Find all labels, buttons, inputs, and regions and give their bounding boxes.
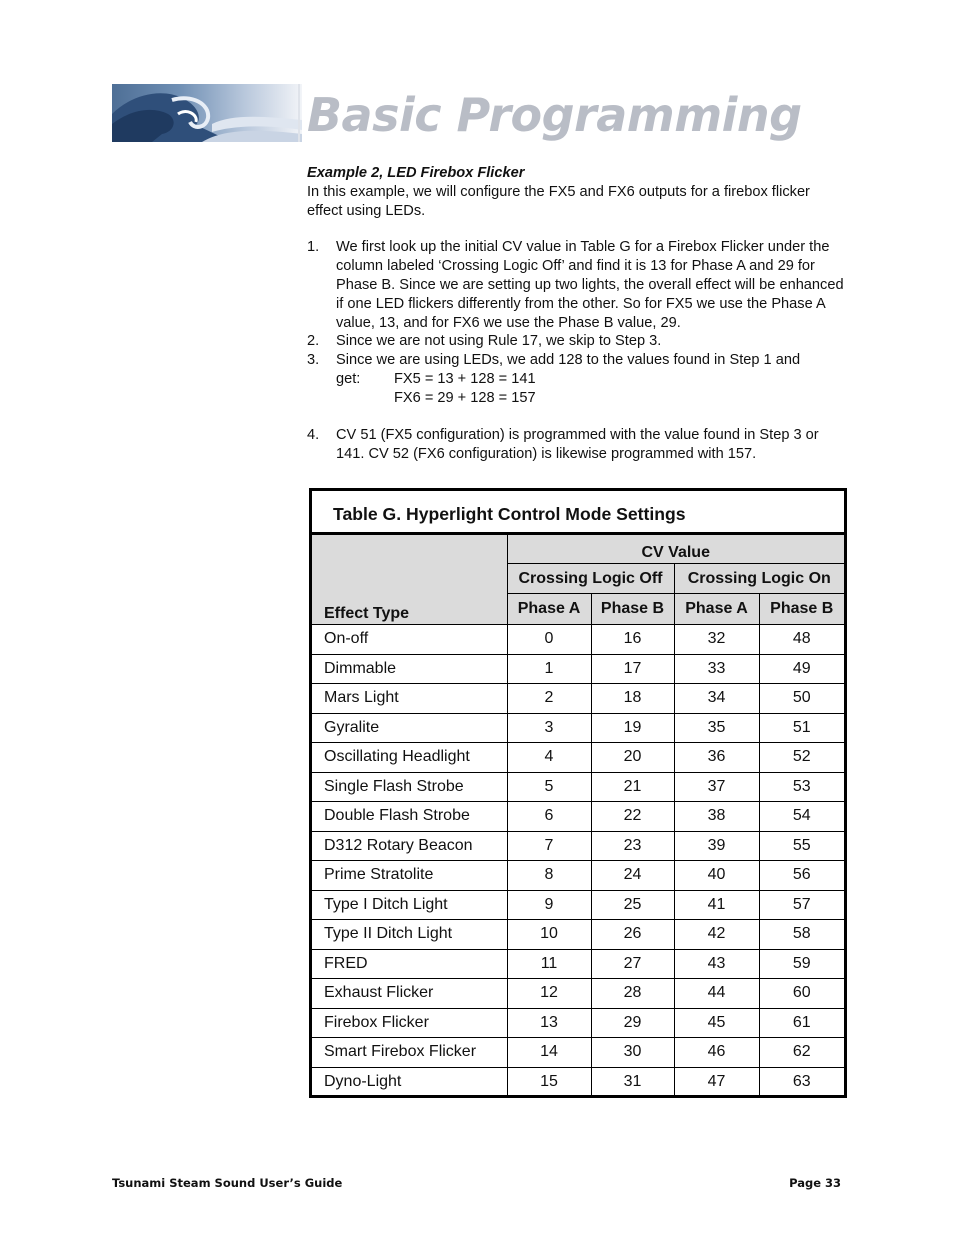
cv-value-cell: 17: [591, 654, 674, 684]
cv-value-header: CV Value: [507, 535, 844, 564]
cv-value-cell: 60: [759, 979, 844, 1009]
cv-value-table: [312, 534, 844, 1096]
cv-value-cell: 49: [759, 654, 844, 684]
cv-value-cell: 58: [759, 920, 844, 950]
phase-a-header: Phase A: [507, 594, 591, 625]
body-text: [307, 164, 847, 464]
cv-value-cell: 13: [507, 1008, 591, 1038]
cv-value-cell: 2: [507, 684, 591, 714]
step-number: 3.: [307, 352, 320, 369]
table-row: [312, 1067, 844, 1096]
cv-value-cell: 3: [507, 713, 591, 743]
cv-value-cell: 51: [759, 713, 844, 743]
cv-value-cell: 31: [591, 1067, 674, 1096]
step-number: 4.: [307, 427, 320, 444]
cv-value-cell: 16: [591, 625, 674, 655]
crossing-logic-on-header: Crossing Logic On: [674, 564, 844, 594]
table-row: [312, 890, 844, 920]
cv-value-cell: 54: [759, 802, 844, 832]
table-row: [312, 713, 844, 743]
cv-value-cell: 57: [759, 890, 844, 920]
cv-value-cell: 7: [507, 831, 591, 861]
cv-value-cell: 35: [674, 713, 759, 743]
cv-value-cell: 41: [674, 890, 759, 920]
effect-type-cell: Mars Light: [312, 684, 507, 714]
table-row: [312, 1038, 844, 1068]
cv-value-cell: 21: [591, 772, 674, 802]
cv-value-cell: 56: [759, 861, 844, 891]
table-row: [312, 625, 844, 655]
table-row: [312, 772, 844, 802]
crossing-logic-off-header: Crossing Logic Off: [507, 564, 674, 594]
table-row: [312, 979, 844, 1009]
cv-value-cell: 10: [507, 920, 591, 950]
cv-value-cell: 24: [591, 861, 674, 891]
cv-value-cell: 14: [507, 1038, 591, 1068]
table-body: [312, 625, 844, 1097]
cv-value-cell: 33: [674, 654, 759, 684]
table-title: Table G. Hyperlight Control Mode Settings: [312, 491, 844, 534]
footer-page-number: Page 33: [789, 1176, 841, 1190]
step-number: 1.: [307, 239, 320, 256]
wave-logo-image: [112, 84, 302, 142]
equation-fx6: FX6 = 29 + 128 = 157: [394, 389, 536, 406]
effect-type-cell: Prime Stratolite: [312, 861, 507, 891]
page-title: Basic Programming: [307, 88, 802, 142]
step-text: Since we are using LEDs, we add 128 to the values found in Step 1 and: [336, 352, 801, 369]
cv-value-cell: 40: [674, 861, 759, 891]
header-divider: [298, 84, 300, 142]
effect-type-cell: Single Flash Strobe: [312, 772, 507, 802]
effect-type-cell: On-off: [312, 625, 507, 655]
effect-type-cell: D312 Rotary Beacon: [312, 831, 507, 861]
cv-value-cell: 12: [507, 979, 591, 1009]
table-row: [312, 802, 844, 832]
step-text: CV 51 (FX5 configuration) is programmed with the value found in Step 3 or 141. CV 52 (FX6 configuration) is likewise programmed with 157.: [336, 427, 819, 463]
cv-value-cell: 39: [674, 831, 759, 861]
table-row: [312, 684, 844, 714]
effect-type-header: Effect Type: [312, 535, 507, 625]
cv-value-cell: 36: [674, 743, 759, 773]
effect-type-cell: Firebox Flicker: [312, 1008, 507, 1038]
cv-value-cell: 50: [759, 684, 844, 714]
table-row: [312, 1008, 844, 1038]
effect-type-cell: Type II Ditch Light: [312, 920, 507, 950]
effect-type-cell: Gyralite: [312, 713, 507, 743]
cv-value-cell: 15: [507, 1067, 591, 1096]
cv-value-cell: 22: [591, 802, 674, 832]
get-label: get:: [336, 370, 361, 387]
cv-value-cell: 25: [591, 890, 674, 920]
cv-value-cell: 62: [759, 1038, 844, 1068]
cv-value-cell: 32: [674, 625, 759, 655]
cv-value-cell: 8: [507, 861, 591, 891]
cv-value-cell: 38: [674, 802, 759, 832]
step-3: [307, 351, 847, 407]
table-row: [312, 920, 844, 950]
step-2: [307, 332, 847, 351]
cv-value-cell: 47: [674, 1067, 759, 1096]
cv-value-cell: 46: [674, 1038, 759, 1068]
cv-value-cell: 11: [507, 949, 591, 979]
cv-value-cell: 27: [591, 949, 674, 979]
equation-row: [336, 370, 847, 389]
phase-b-header: Phase B: [759, 594, 844, 625]
cv-value-cell: 55: [759, 831, 844, 861]
cv-value-cell: 6: [507, 802, 591, 832]
footer-guide-title: Tsunami Steam Sound User’s Guide: [112, 1176, 343, 1190]
table-row: [312, 831, 844, 861]
step-text: We first look up the initial CV value in Table G for a Firebox Flicker under the column labeled ‘Crossing Logic Off’ and find it is 13 for Phase A and 29 for Phase B. Since we are setting up two lights, the overall effect will be enhanced if one LED flickers differently from the other. So for FX5 we use the Phase A value, 13, and for FX6 we use the Phase B value, 29.: [336, 239, 844, 331]
table-g: [309, 488, 847, 1098]
steps-list: [307, 238, 847, 464]
step-text: Since we are not using Rule 17, we skip to Step 3.: [336, 333, 662, 350]
cv-value-cell: 23: [591, 831, 674, 861]
cv-value-cell: 20: [591, 743, 674, 773]
effect-type-cell: Double Flash Strobe: [312, 802, 507, 832]
table-row: [312, 861, 844, 891]
effect-type-cell: Smart Firebox Flicker: [312, 1038, 507, 1068]
cv-value-cell: 34: [674, 684, 759, 714]
table-row: [312, 949, 844, 979]
effect-type-cell: Dimmable: [312, 654, 507, 684]
cv-value-cell: 37: [674, 772, 759, 802]
cv-value-cell: 42: [674, 920, 759, 950]
cv-value-cell: 18: [591, 684, 674, 714]
table-header-row: [312, 535, 844, 564]
effect-type-cell: Dyno-Light: [312, 1067, 507, 1096]
cv-value-cell: 5: [507, 772, 591, 802]
cv-value-cell: 44: [674, 979, 759, 1009]
cv-value-cell: 1: [507, 654, 591, 684]
effect-type-cell: Type I Ditch Light: [312, 890, 507, 920]
effect-type-cell: FRED: [312, 949, 507, 979]
cv-value-cell: 61: [759, 1008, 844, 1038]
equation-fx5: FX5 = 13 + 128 = 141: [394, 370, 536, 387]
table-row: [312, 654, 844, 684]
cv-value-cell: 52: [759, 743, 844, 773]
cv-value-cell: 29: [591, 1008, 674, 1038]
cv-value-cell: 4: [507, 743, 591, 773]
phase-a-header: Phase A: [674, 594, 759, 625]
step-4: [307, 426, 847, 464]
cv-value-cell: 63: [759, 1067, 844, 1096]
cv-value-cell: 0: [507, 625, 591, 655]
step-number: 2.: [307, 333, 320, 350]
cv-value-cell: 45: [674, 1008, 759, 1038]
cv-value-cell: 28: [591, 979, 674, 1009]
cv-value-cell: 9: [507, 890, 591, 920]
effect-type-cell: Oscillating Headlight: [312, 743, 507, 773]
step-1: [307, 238, 847, 332]
table-row: [312, 743, 844, 773]
effect-type-cell: Exhaust Flicker: [312, 979, 507, 1009]
cv-value-cell: 59: [759, 949, 844, 979]
cv-value-cell: 43: [674, 949, 759, 979]
cv-value-cell: 26: [591, 920, 674, 950]
cv-value-cell: 53: [759, 772, 844, 802]
cv-value-cell: 48: [759, 625, 844, 655]
cv-value-cell: 30: [591, 1038, 674, 1068]
cv-value-cell: 19: [591, 713, 674, 743]
example-intro: In this example, we will configure the FX5 and FX6 outputs for a firebox flicker effect using LEDs.: [307, 183, 810, 219]
example-heading: Example 2, LED Firebox Flicker: [307, 165, 525, 181]
phase-b-header: Phase B: [591, 594, 674, 625]
